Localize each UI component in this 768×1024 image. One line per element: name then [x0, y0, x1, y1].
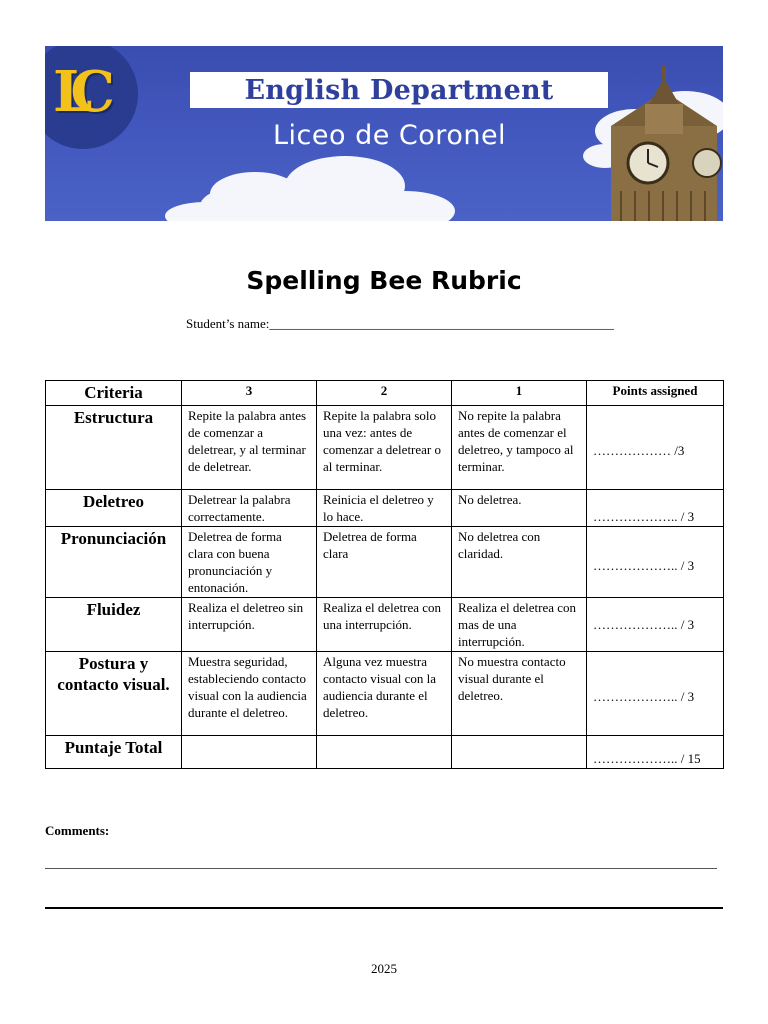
score-1-cell: Realiza el deletrea con mas de una interrupción. [452, 598, 587, 652]
score-3-cell [182, 736, 317, 769]
rubric-table [45, 380, 724, 769]
points-text: ……………….. / 3 [593, 557, 695, 573]
score-2-cell: Repite la palabra solo una vez: antes de comenzar a deletrear o al terminar. [317, 406, 452, 490]
score-1-cell: No muestra contacto visual durante el deletreo. [452, 652, 587, 736]
criteria-cell: Puntaje Total [46, 736, 182, 769]
comments-label: Comments: [45, 823, 110, 838]
department-box [190, 72, 608, 108]
header-points: Points assigned [587, 381, 724, 406]
score-2-cell: Realiza el deletrea con una interrupción. [317, 598, 452, 652]
criteria-cell: Deletreo [46, 490, 182, 527]
score-1-cell [452, 736, 587, 769]
table-row [46, 406, 724, 490]
score-1-cell: No deletrea con claridad. [452, 527, 587, 598]
criteria-cell: Postura y contacto visual. [46, 652, 182, 736]
comments-line-text [45, 852, 717, 868]
points-text: ……………….. / 15 [593, 751, 701, 766]
table-row [46, 490, 724, 527]
school-name: Liceo de Coronel [273, 120, 507, 151]
points-cell[interactable] [587, 490, 724, 527]
points-cell[interactable] [587, 598, 724, 652]
points-cell[interactable] [587, 406, 724, 490]
header-score-3: 3 [182, 381, 317, 406]
points-cell[interactable] [587, 527, 724, 598]
page-title: Spelling Bee Rubric [246, 266, 522, 295]
criteria-cell: Estructura [46, 406, 182, 490]
clock-tower-image [611, 66, 721, 221]
score-3-cell: Deletrea de forma clara con buena pronunciación y entonación. [182, 527, 317, 598]
points-text: ……………….. / 3 [593, 617, 695, 632]
criteria-cell: Pronunciación [46, 527, 182, 598]
criteria-cell: Fluidez [46, 598, 182, 652]
table-row [46, 527, 724, 598]
points-cell[interactable] [587, 652, 724, 736]
student-name-field[interactable]: Student’s name:_____________________________________________________ [186, 316, 614, 331]
header-score-1: 1 [452, 381, 587, 406]
header-criteria: Criteria [46, 381, 182, 406]
points-text: ……………….. / 3 [593, 509, 695, 524]
year-footer: 2025 [371, 961, 397, 976]
score-2-cell: Alguna vez muestra contacto visual con la audiencia durante el deletreo. [317, 652, 452, 736]
table-header-row [46, 381, 724, 406]
score-3-cell: Repite la palabra antes de comenzar a deletrear, y al terminar de deletrear. [182, 406, 317, 490]
header-score-2: 2 [317, 381, 452, 406]
logo [53, 48, 117, 136]
points-cell-total[interactable] [587, 736, 724, 769]
comments-line-bold[interactable] [45, 907, 723, 909]
table-row-total [46, 736, 724, 769]
header-banner [45, 46, 723, 221]
department-title: English Department [244, 74, 554, 106]
score-3-cell: Realiza el deletreo sin interrupción. [182, 598, 317, 652]
score-2-cell: Deletrea de forma clara [317, 527, 452, 598]
comments-line[interactable] [45, 868, 717, 869]
score-3-cell: Muestra seguridad, estableciendo contacto visual con la audiencia durante el deletreo. [182, 652, 317, 736]
table-row [46, 598, 724, 652]
score-3-cell: Deletrear la palabra correctamente. [182, 490, 317, 527]
points-text: ……………….. / 3 [593, 689, 695, 704]
table-row [46, 652, 724, 736]
score-2-cell: Reinicia el deletreo y lo hace. [317, 490, 452, 527]
score-2-cell [317, 736, 452, 769]
score-1-cell: No repite la palabra antes de comenzar el deletreo, y tampoco al terminar. [452, 406, 587, 490]
points-text: ……………… /3 [593, 443, 685, 458]
logo-text: LC [53, 59, 93, 125]
score-1-cell: No deletrea. [452, 490, 587, 527]
